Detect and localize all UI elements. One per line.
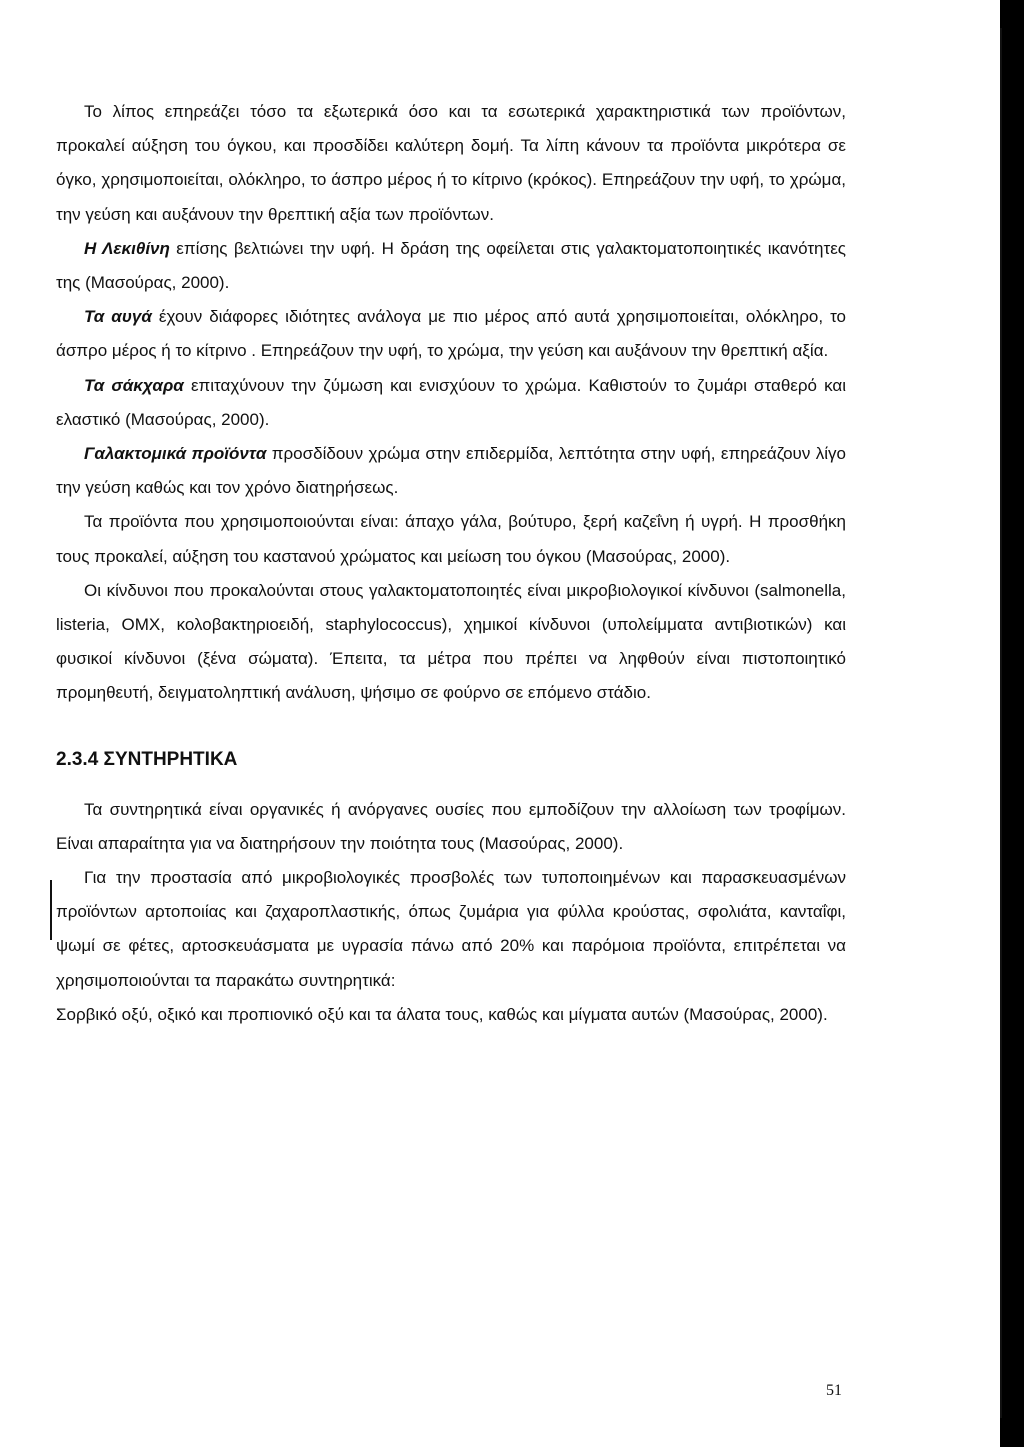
scan-edge-line xyxy=(1000,28,1002,1418)
paragraph-dairy-text: προσδίδουν χρώμα στην επιδερμίδα, λεπτότητα στην υφή, επηρεάζουν λίγο την γεύση καθώς και τον χρόνο διατηρήσεως. xyxy=(56,444,846,498)
page-number: 51 xyxy=(826,1382,842,1399)
paragraph-lecithin xyxy=(56,232,846,300)
term-dairy: Γαλακτομικά προϊόντα xyxy=(84,444,267,464)
term-eggs: Τα αυγά xyxy=(84,307,152,327)
paragraph-eggs-text: έχουν διάφορες ιδιότητες ανάλογα με πιο μέρος από αυτά χρησιμοποιείται, ολόκληρο, το άσπρο μέρος ή το κίτρινο . Επηρεάζουν την υφή, το χρώμα, την γεύση και αυξάνουν την θρεπτική αξία. xyxy=(56,307,846,361)
paragraph-protection: Για την προστασία από μικροβιολογικές προσβολές των τυποποιημένων και παρασκευασμένων προϊόντων αρτοποιίας και ζαχαροπλαστικής, όπως ζυμάρια για φύλλα κρούστας, σφολιάτα, κανταΐφι, ψωμί σε φέτες, αρτοσκευάσματα με υγρασία πάνω από 20% και παρόμοια προϊόντα, επιτρέπεται να χρησιμοποιούνται τα παρακάτω συντηρητικά: xyxy=(56,868,846,990)
term-lecithin: Η Λεκιθίνη xyxy=(84,238,170,258)
paragraph-fat: Το λίπος επηρεάζει τόσο τα εξωτερικά όσο και τα εσωτερικά χαρακτηριστικά των προϊόντων, προκαλεί αύξηση του όγκου, και προσδίδει καλύτερη δομή. Τα λίπη κάνουν τα προϊόντα μικρότερα σε όγκο, χρησιμοποιείται, ολόκληρο, το άσπρο μέρος ή το κίτρινο (κρόκος). Επηρεάζουν την υφή, το χρώμα, την γεύση και αυξάνουν την θρεπτική αξία των προϊόντων. xyxy=(56,102,846,224)
paragraph-sugars xyxy=(56,369,846,437)
term-sugars: Τα σάκχαρα xyxy=(84,375,184,395)
paragraph-hazards: Οι κίνδυνοι που προκαλούνται στους γαλακτοματοποιητές είναι μικροβιολογικοί κίνδυνοι (salmonella, listeria, ΟΜΧ, κολοβακτηριοειδή, staphylococcus), χημικοί κίνδυνοι (υπολείμματα αντιβιοτικών) και φυσικοί κίνδυνοι (ξένα σώματα). Έπειτα, τα μέτρα που πρέπει να ληφθούν είναι πιστοποιητικό προμηθευτή, δειγματοληπτική ανάλυση, ψήσιμο σε φούρνο σε επόμενο στάδιο. xyxy=(56,580,846,703)
paragraph-sugars-text: επιταχύνουν την ζύμωση και ενισχύουν το χρώμα. Καθιστούν το ζυμάρι σταθερό και ελαστικό (Μασούρας, 2000). xyxy=(56,375,846,429)
paragraph-dairy xyxy=(56,437,846,505)
paragraph-dairy-products: Τα προϊόντα που χρησιμοποιούνται είναι: άπαχο γάλα, βούτυρο, ξερή καζεΐνη ή υγρή. Η προσθήκη τους προκαλεί, αύξηση του καστανού χρώματος και μείωση του όγκου (Μασούρας, 2000). xyxy=(56,512,846,566)
paragraph-lecithin-text: επίσης βελτιώνει την υφή. Η δράση της οφείλεται στις γαλακτοματοποιητικές ικανότητες της (Μασούρας, 2000). xyxy=(56,238,846,293)
paragraph-preservatives: Τα συντηρητικά είναι οργανικές ή ανόργανες ουσίες που εμποδίζουν την αλλοίωση των τροφίμων. Είναι απαραίτητα για να διατηρήσουν την ποιότητα τους (Μασούρας, 2000). xyxy=(56,799,846,853)
paragraph-eggs xyxy=(56,300,846,368)
margin-line xyxy=(50,880,52,940)
section-heading: 2.3.4 ΣΥΝΤΗΡΗΤΙΚΑ xyxy=(56,748,238,770)
paragraph-acids: Σορβικό οξύ, οξικό και προπιονικό οξύ και τα άλατα τους, καθώς και μίγματα αυτών (Μασούρας, 2000). xyxy=(56,1004,828,1024)
document-body xyxy=(56,95,846,1032)
